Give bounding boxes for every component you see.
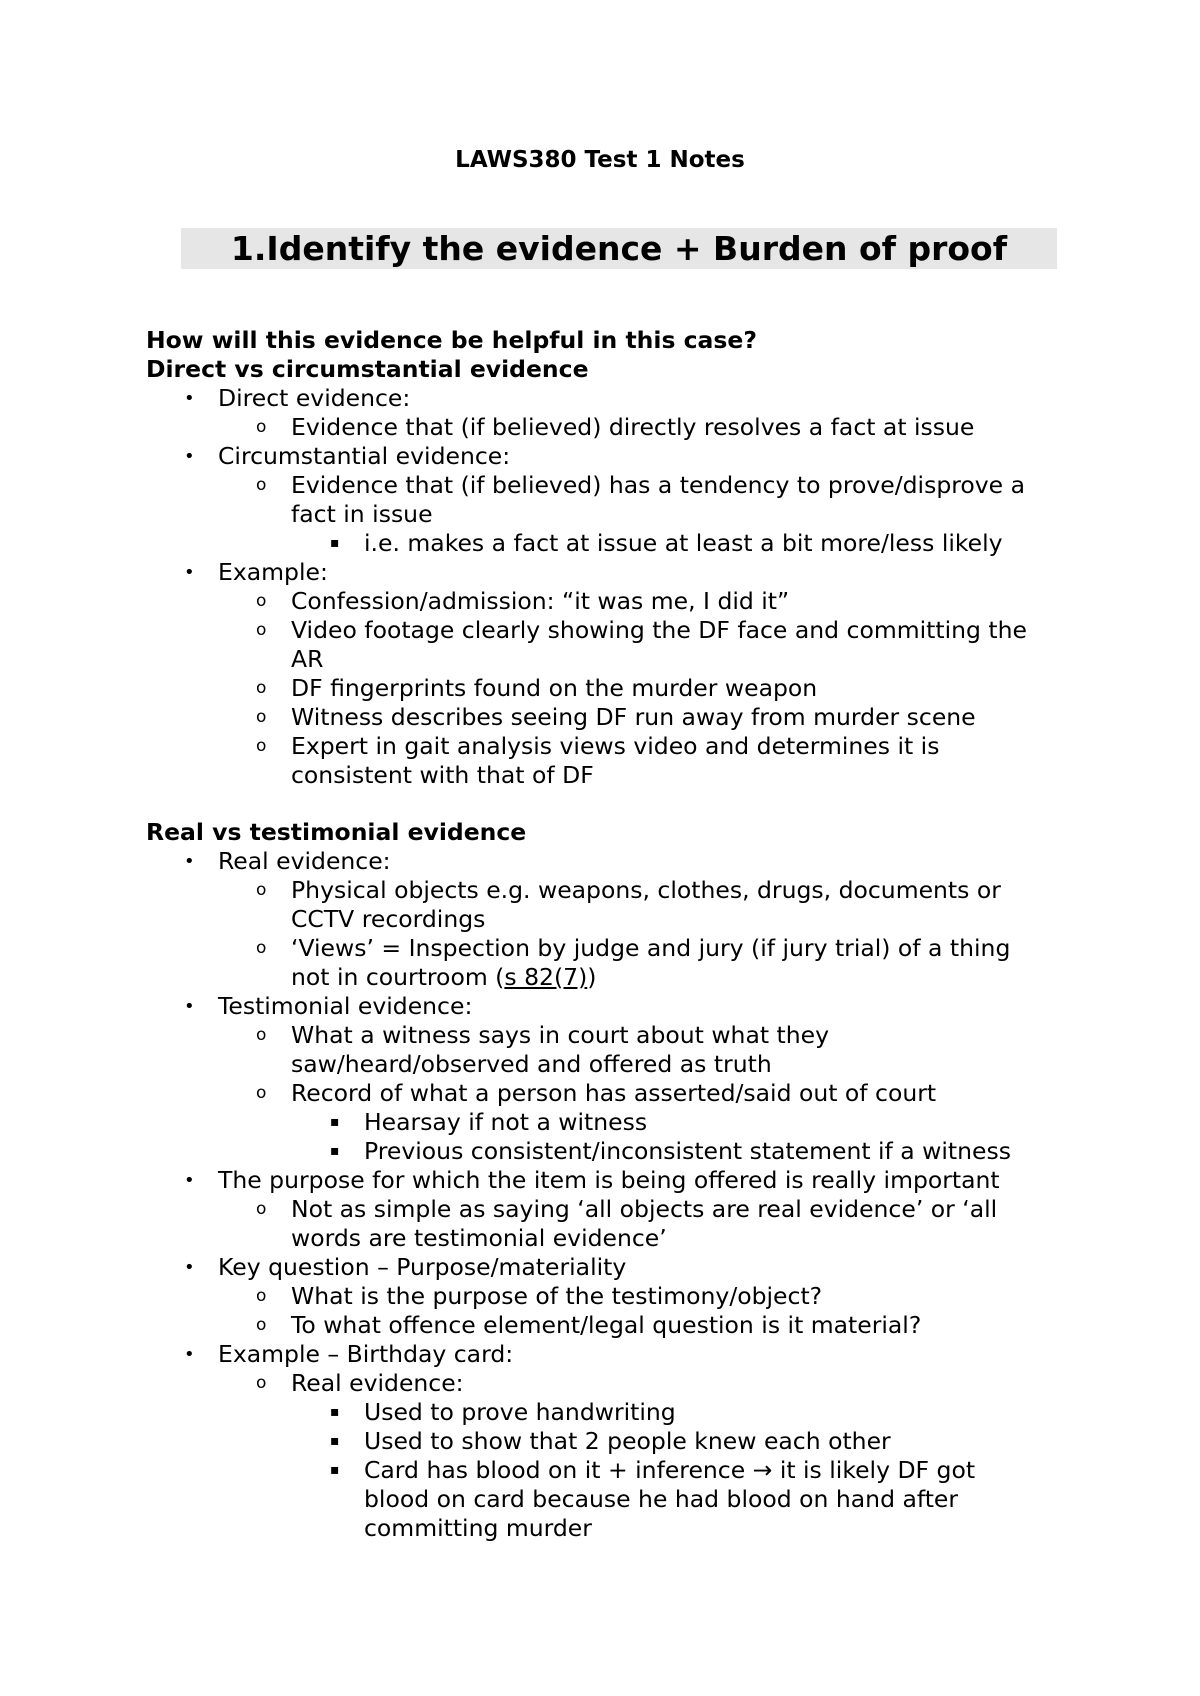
list-item: o Real evidence: [256,1369,464,1397]
list-item: ▪ Card has blood on it + inference → it is likely DF got [330,1456,976,1484]
bullet-circle: o [256,620,267,640]
bullet-circle: o [256,1083,267,1103]
list-item-continuation: not in courtroom (s 82(7)) [291,963,597,991]
list-item: o Expert in gait analysis views video and determines it is [256,732,940,760]
list-item: • Key question – Purpose/materiality [184,1253,627,1281]
bullet-disc: • [184,446,195,467]
list-item-continuation: blood on card because he had blood on hand after [364,1485,959,1513]
list-item: • Testimonial evidence: [184,992,473,1020]
bullet-disc: • [184,1257,195,1278]
bullet-square: ▪ [330,1404,340,1420]
list-item: • Example – Birthday card: [184,1340,514,1368]
list-item: o Video footage clearly showing the DF face and committing the [256,616,1027,644]
list-item-continuation: committing murder [364,1514,592,1542]
list-item: • The purpose for which the item is being offered is really important [184,1166,1000,1194]
list-item: • Direct evidence: [184,384,411,412]
list-item: • Real evidence: [184,847,391,875]
bullet-circle: o [256,1025,267,1045]
list-item: ▪ Hearsay if not a witness [330,1108,648,1136]
list-item: ▪ Previous consistent/inconsistent statement if a witness [330,1137,1011,1165]
list-item: • Example: [184,558,328,586]
list-item-continuation: saw/heard/observed and offered as truth [291,1050,772,1078]
bullet-circle: o [256,707,267,727]
bullet-square: ▪ [330,1114,340,1130]
bullet-disc: • [184,388,195,409]
bullet-disc: • [184,1170,195,1191]
bullet-square: ▪ [330,535,340,551]
subheading-direct-circumstantial: Direct vs circumstantial evidence [146,355,589,383]
bullet-circle: o [256,1373,267,1393]
bullet-circle: o [256,1315,267,1335]
bullet-circle: o [256,678,267,698]
bullet-square: ▪ [330,1433,340,1449]
list-item: o Confession/admission: “it was me, I did it” [256,587,790,615]
list-item: ▪ Used to prove handwriting [330,1398,676,1426]
list-item: o DF fingerprints found on the murder weapon [256,674,818,702]
bullet-circle: o [256,880,267,900]
list-item: o What is the purpose of the testimony/object? [256,1282,823,1310]
bullet-circle: o [256,1286,267,1306]
block-direct-circumstantial [0,326,1200,790]
section-reference-link[interactable]: s 82(7) [504,963,588,991]
bullet-circle: o [256,417,267,437]
list-item: o What a witness says in court about what they [256,1021,829,1049]
list-item: o Record of what a person has asserted/said out of court [256,1079,937,1107]
subheading-real-testimonial: Real vs testimonial evidence [146,818,527,846]
list-item: o Evidence that (if believed) has a tendency to prove/disprove a [256,471,1026,499]
bullet-circle: o [256,475,267,495]
document-title: LAWS380 Test 1 Notes [455,147,745,173]
list-item-continuation: CCTV recordings [291,905,486,933]
list-item-continuation: AR [291,645,324,673]
bullet-circle: o [256,938,267,958]
list-item: o Evidence that (if believed) directly resolves a fact at issue [256,413,975,441]
question-heading: How will this evidence be helpful in this case? [146,326,757,354]
block-real-testimonial [0,818,1200,1543]
bullet-disc: • [184,996,195,1017]
list-item: o Witness describes seeing DF run away from murder scene [256,703,976,731]
list-item-continuation: words are testimonial evidence’ [291,1224,667,1252]
list-item: ▪ Used to show that 2 people knew each other [330,1427,891,1455]
list-item-continuation: fact in issue [291,500,433,528]
bullet-disc: • [184,851,195,872]
bullet-disc: • [184,1344,195,1365]
list-item: o Not as simple as saying ‘all objects are real evidence’ or ‘all [256,1195,998,1223]
list-item: o Physical objects e.g. weapons, clothes, drugs, documents or [256,876,1001,904]
list-item: • Circumstantial evidence: [184,442,511,470]
section-heading: 1.Identify the evidence + Burden of proof [181,228,1057,269]
bullet-circle: o [256,736,267,756]
list-item: o ‘Views’ = Inspection by judge and jury (if jury trial) of a thing [256,934,1011,962]
list-item: o To what offence element/legal question is it material? [256,1311,922,1339]
bullet-circle: o [256,1199,267,1219]
bullet-disc: • [184,562,195,583]
list-item-continuation: consistent with that of DF [291,761,594,789]
bullet-square: ▪ [330,1462,340,1478]
bullet-square: ▪ [330,1143,340,1159]
bullet-circle: o [256,591,267,611]
list-item: ▪ i.e. makes a fact at issue at least a bit more/less likely [330,529,1003,557]
